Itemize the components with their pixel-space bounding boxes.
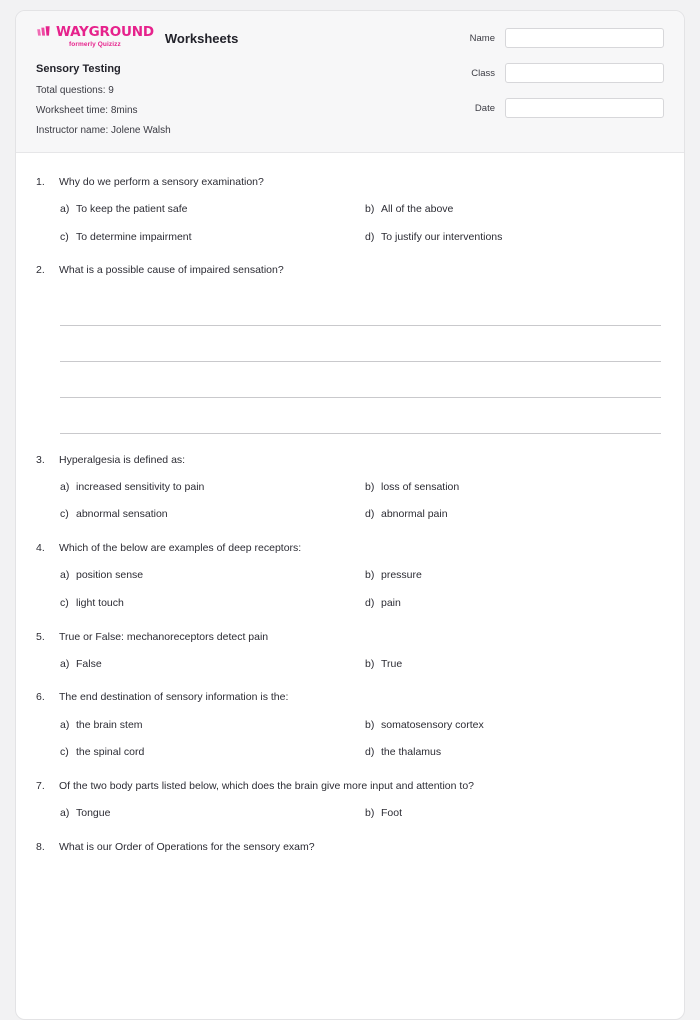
options-grid <box>36 203 664 244</box>
option-label: To determine impairment <box>76 230 192 243</box>
option-label: pain <box>381 596 401 609</box>
option-row <box>60 481 664 495</box>
option-label: the brain stem <box>76 718 143 731</box>
option-letter: a) <box>60 203 70 216</box>
option-letter: b) <box>365 806 375 819</box>
logo-mark-row <box>36 26 154 40</box>
option-label: light touch <box>76 596 124 609</box>
option-label: Foot <box>381 806 403 819</box>
question-number: 1. <box>36 176 45 188</box>
option-letter: b) <box>365 569 375 582</box>
question-number: 7. <box>36 779 45 792</box>
logo-wordmark: WAYGROUND <box>56 24 154 40</box>
option-letter: a) <box>60 806 70 819</box>
answer-line[interactable] <box>60 398 661 434</box>
question-head <box>36 840 664 854</box>
question-number: 6. <box>36 691 45 704</box>
worksheet-time: Worksheet time: 8mins <box>36 105 138 117</box>
question-block <box>36 840 664 854</box>
questions-list <box>16 153 684 854</box>
class-field-label: Class <box>471 67 495 79</box>
question-head <box>36 690 664 704</box>
option-d[interactable] <box>365 231 664 245</box>
instructor-name: Instructor name: Jolene Walsh <box>36 125 171 137</box>
option-a[interactable] <box>60 569 365 583</box>
question-text: Hyperalgesia is defined as: <box>59 453 186 466</box>
question-head <box>36 630 664 644</box>
class-input[interactable] <box>505 63 664 83</box>
worksheet-page <box>15 10 685 1020</box>
field-row-date <box>454 98 664 118</box>
field-row-class <box>454 63 664 83</box>
wayground-bars-icon <box>36 26 53 39</box>
option-row <box>60 569 664 583</box>
option-row <box>60 746 664 760</box>
option-letter: b) <box>365 657 375 670</box>
option-row <box>60 719 664 733</box>
option-label: Tongue <box>76 806 111 819</box>
options-grid <box>36 569 664 610</box>
option-label: pressure <box>381 569 422 582</box>
option-b[interactable] <box>365 807 664 821</box>
question-text: What is our Order of Operations for the sensory exam? <box>59 840 315 853</box>
option-row <box>60 508 664 522</box>
question-head <box>36 779 664 793</box>
name-field-label: Name <box>469 32 495 44</box>
option-letter: d) <box>365 746 375 759</box>
option-letter: d) <box>365 596 375 609</box>
question-number: 8. <box>36 840 45 853</box>
question-head <box>36 453 664 467</box>
option-letter: a) <box>60 569 70 582</box>
option-b[interactable] <box>365 481 664 495</box>
option-label: abnormal pain <box>381 508 448 521</box>
option-b[interactable] <box>365 203 664 217</box>
option-letter: c) <box>60 596 69 609</box>
option-label: position sense <box>76 569 144 582</box>
answer-line[interactable] <box>60 362 661 398</box>
option-letter: b) <box>365 718 375 731</box>
option-row <box>60 658 664 672</box>
question-block <box>36 541 664 610</box>
options-grid <box>36 807 664 821</box>
option-label: False <box>76 657 102 670</box>
question-text: Which of the below are examples of deep receptors: <box>59 542 302 555</box>
option-row <box>60 231 664 245</box>
question-number: 2. <box>36 264 45 277</box>
student-fields <box>454 28 664 133</box>
option-letter: c) <box>60 508 69 521</box>
option-b[interactable] <box>365 719 664 733</box>
question-block <box>36 175 664 244</box>
question-head <box>36 541 664 555</box>
option-a[interactable] <box>60 203 365 217</box>
answer-line[interactable] <box>60 326 661 362</box>
question-text: Why do we perform a sensory examination? <box>59 176 264 188</box>
option-letter: b) <box>365 480 375 493</box>
option-letter: a) <box>60 480 70 493</box>
option-d[interactable] <box>365 746 664 760</box>
option-b[interactable] <box>365 569 664 583</box>
question-text: True or False: mechanoreceptors detect pain <box>59 630 269 643</box>
options-grid <box>36 719 664 760</box>
total-questions: Total questions: 9 <box>36 85 114 97</box>
option-label: abnormal sensation <box>76 508 168 521</box>
option-label: loss of sensation <box>381 480 460 493</box>
question-head <box>36 175 664 189</box>
date-field-label: Date <box>474 102 495 114</box>
question-number: 4. <box>36 542 45 555</box>
options-grid <box>36 481 664 522</box>
option-row <box>60 597 664 611</box>
option-label: increased sensitivity to pain <box>76 480 205 493</box>
option-letter: d) <box>365 230 375 243</box>
question-number: 5. <box>36 630 45 643</box>
wayground-logo <box>36 25 154 48</box>
option-letter: a) <box>60 657 70 670</box>
option-letter: c) <box>60 230 69 243</box>
date-input[interactable] <box>505 98 664 118</box>
option-a[interactable] <box>60 807 365 821</box>
option-c[interactable] <box>60 508 365 522</box>
option-b[interactable] <box>365 658 664 672</box>
option-label: the spinal cord <box>76 746 145 759</box>
question-text: What is a possible cause of impaired sensation? <box>59 264 284 277</box>
option-a[interactable] <box>60 481 365 495</box>
option-d[interactable] <box>365 597 664 611</box>
option-c[interactable] <box>60 231 365 245</box>
option-letter: c) <box>60 746 69 759</box>
option-letter: b) <box>365 203 375 216</box>
page-title: Worksheets <box>164 31 239 46</box>
worksheet-header <box>16 11 684 153</box>
option-label: True <box>381 657 403 670</box>
option-letter: a) <box>60 718 70 731</box>
worksheet-meta <box>36 63 171 145</box>
option-label: somatosensory cortex <box>381 718 484 731</box>
option-label: To keep the patient safe <box>76 203 188 216</box>
worksheet-name: Sensory Testing <box>36 63 121 75</box>
option-c[interactable] <box>60 597 365 611</box>
answer-line[interactable] <box>60 298 661 326</box>
question-text: The end destination of sensory information is the: <box>59 691 289 704</box>
question-block <box>36 630 664 672</box>
option-label: All of the above <box>381 203 454 216</box>
option-d[interactable] <box>365 508 664 522</box>
option-row <box>60 203 664 217</box>
name-input[interactable] <box>505 28 664 48</box>
question-head <box>36 263 664 277</box>
answer-lines[interactable] <box>36 298 664 434</box>
logo-subtitle: formerly Quizizz <box>69 40 121 48</box>
question-number: 3. <box>36 453 45 466</box>
field-row-name <box>454 28 664 48</box>
options-grid <box>36 658 664 672</box>
option-row <box>60 807 664 821</box>
question-block <box>36 453 664 522</box>
option-a[interactable] <box>60 658 365 672</box>
question-text: Of the two body parts listed below, which does the brain give more input and attention to? <box>59 779 475 792</box>
option-label: the thalamus <box>381 746 442 759</box>
question-block <box>36 690 664 759</box>
option-letter: d) <box>365 508 375 521</box>
option-label: To justify our interventions <box>381 230 503 243</box>
question-block <box>36 263 664 433</box>
question-block <box>36 779 664 821</box>
option-c[interactable] <box>60 746 365 760</box>
option-a[interactable] <box>60 719 365 733</box>
